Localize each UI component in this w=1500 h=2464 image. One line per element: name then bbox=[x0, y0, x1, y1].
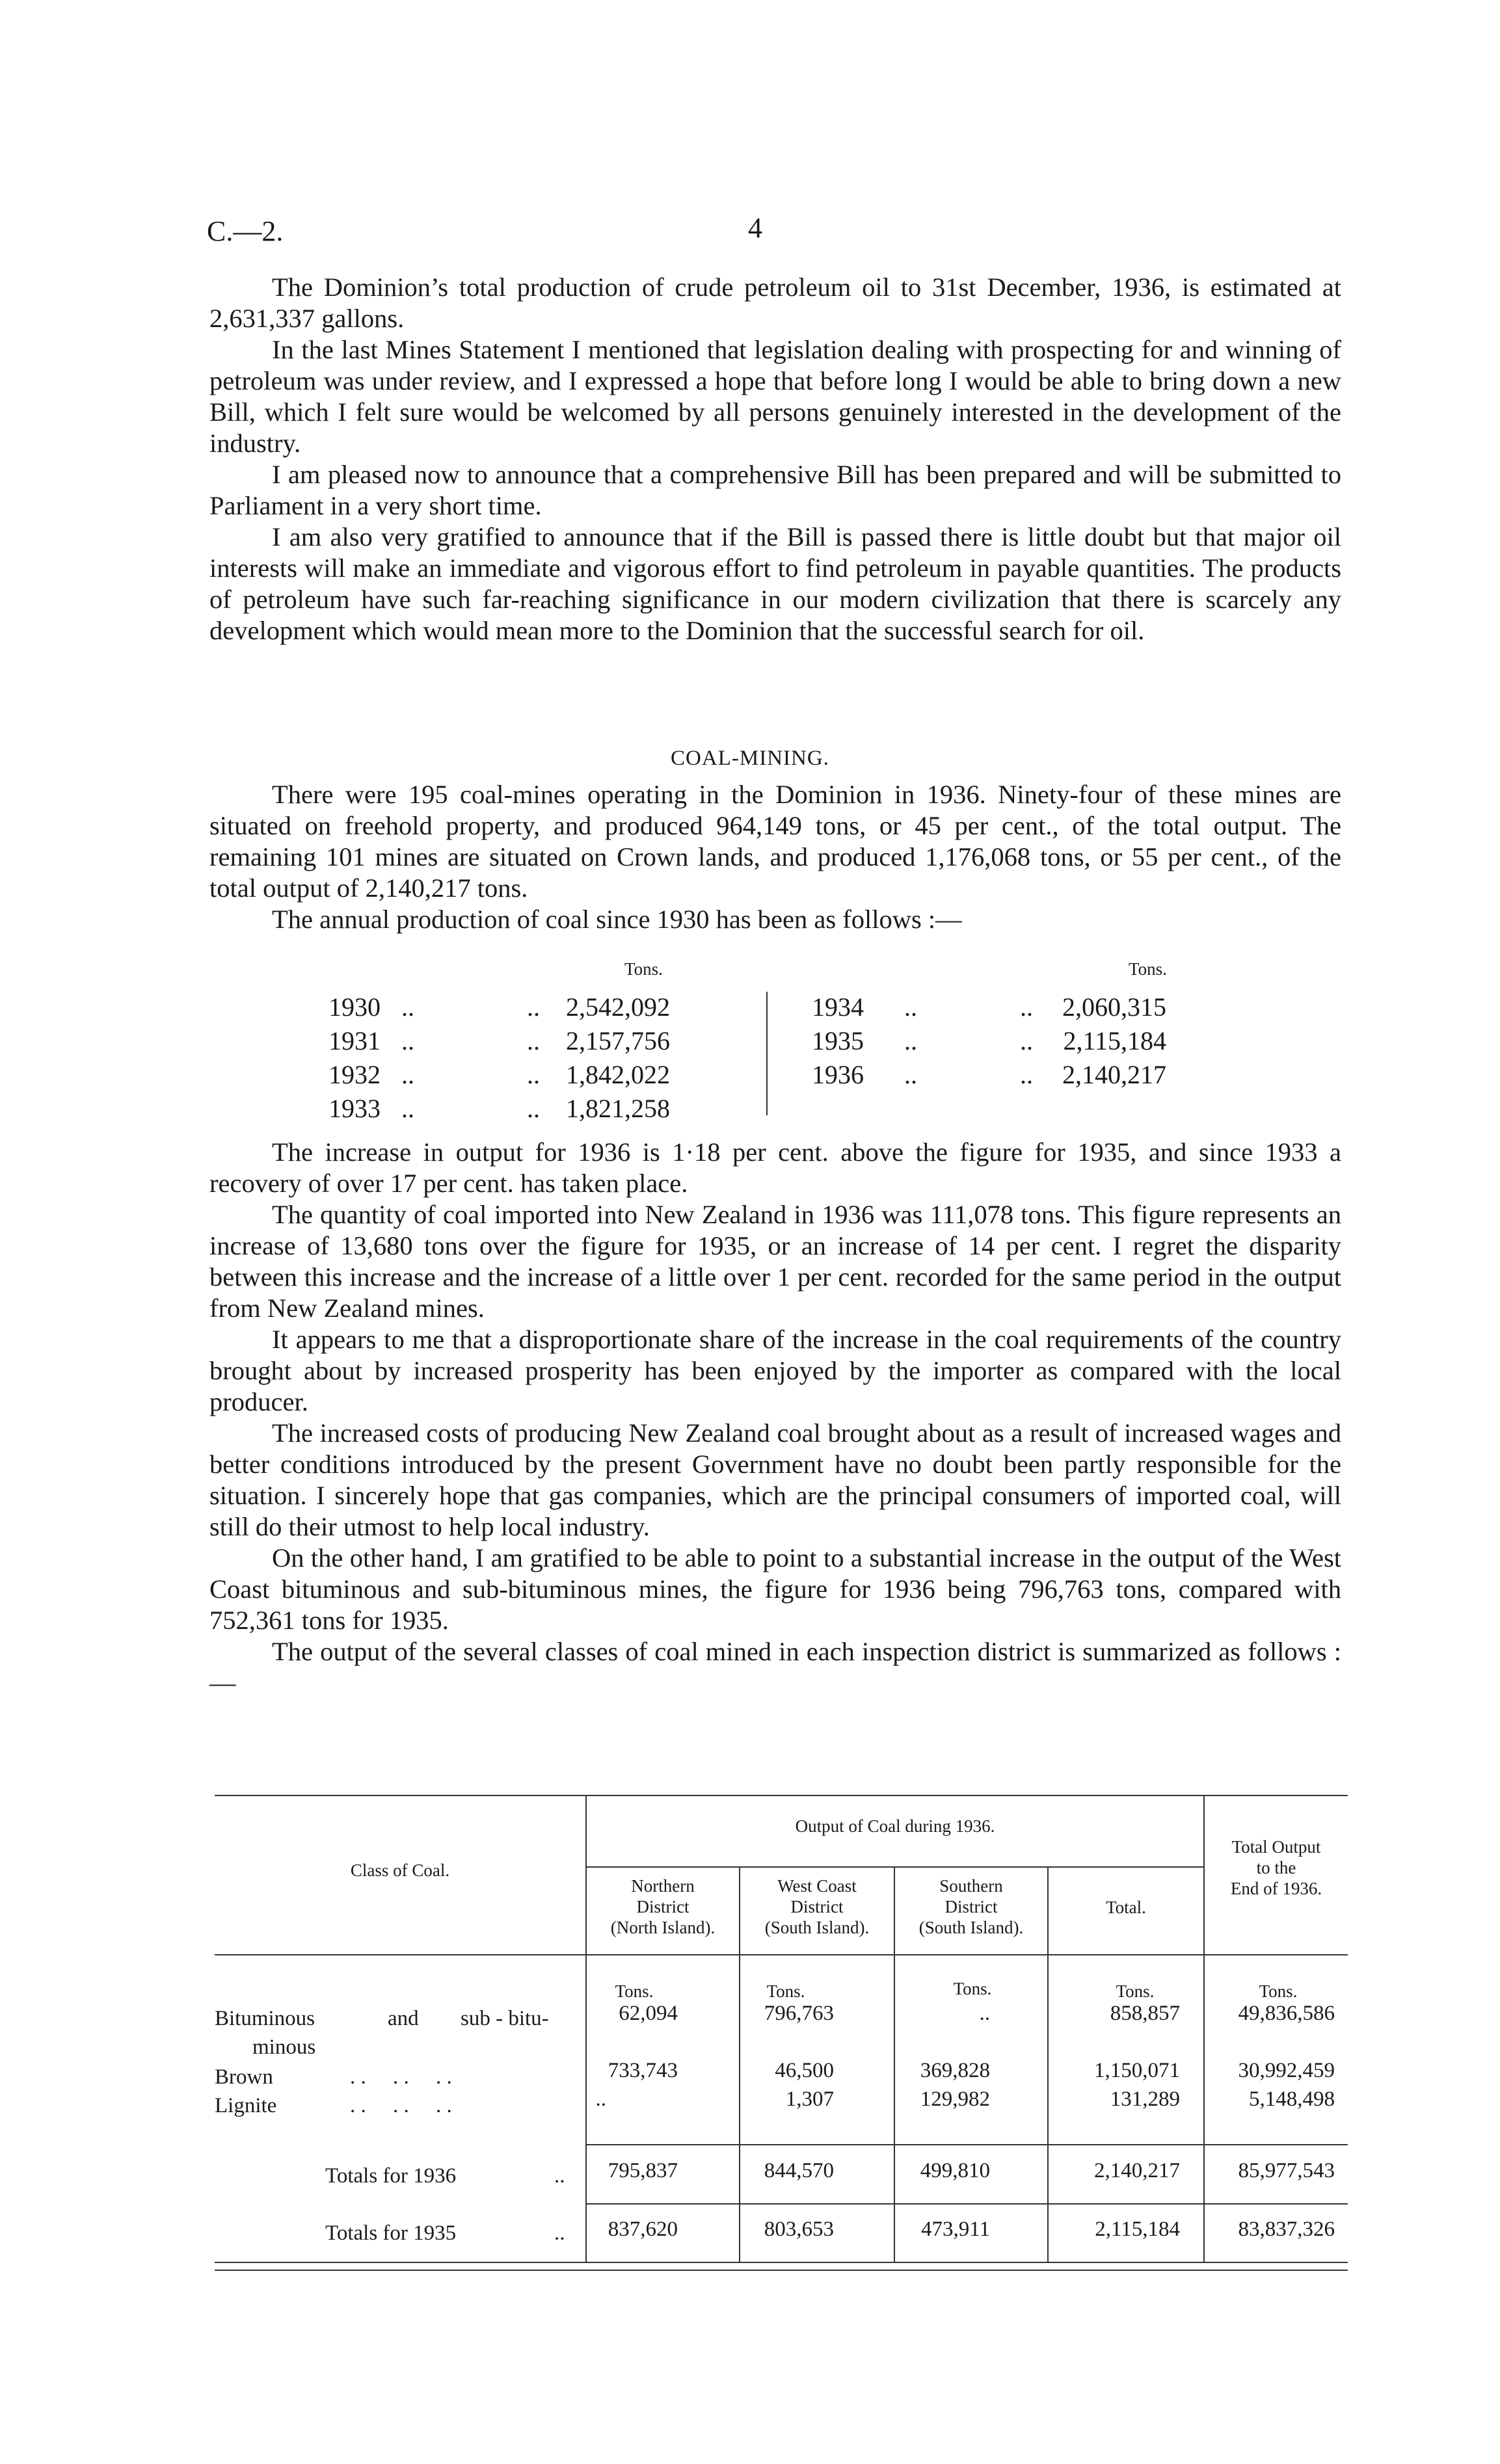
cell-west-coast: 844,570 bbox=[764, 2159, 834, 2182]
cell-end-total: 83,837,326 bbox=[1238, 2218, 1335, 2241]
leader-dots: .. bbox=[401, 1094, 414, 1123]
cell-southern: .. bbox=[979, 2002, 990, 2025]
cell-end-total: 30,992,459 bbox=[1238, 2059, 1335, 2082]
table-rule bbox=[215, 1954, 1348, 1955]
paragraph: The increase in output for 1936 is 1·18 per cent. above the figure for 1935, and since 1933 a recovery of over 17 per cent. has taken place. bbox=[209, 1137, 1341, 1198]
leader-dots: .. bbox=[1020, 992, 1033, 1022]
leader-dots: .. bbox=[1020, 1026, 1033, 1055]
coal-discussion-paragraphs bbox=[209, 1137, 1341, 1699]
unit-label: Tons. bbox=[624, 959, 663, 979]
cell-southern: 369,828 bbox=[920, 2059, 990, 2082]
header-northern-district: Northern District (North Island). bbox=[610, 1876, 716, 1937]
table-rule bbox=[215, 2270, 1348, 2271]
section-heading: COAL-MINING. bbox=[671, 747, 829, 770]
paragraph: The annual production of coal since 1930 has been as follows :— bbox=[272, 905, 962, 934]
cell-total: 1,150,071 bbox=[1094, 2059, 1180, 2082]
paragraph: There were 195 coal-mines operating in the Dominion in 1936. Ninety-four of these mines are situated on freehold property, and produced 964,149 tons, or 45 per cent., of the total output. The remaining 101 mines are situated on Crown lands, and produced 1,176,068 tons, or 55 per cent., of the total output of 2,140,217 tons. bbox=[209, 780, 1341, 903]
cell-northern: 795,837 bbox=[608, 2159, 678, 2182]
leader-dots: .. bbox=[401, 1060, 414, 1089]
cell-total: 2,115,184 bbox=[1095, 2218, 1180, 2241]
tons-value: 1,821,258 bbox=[566, 1094, 670, 1123]
header-output-group: Output of Coal during 1936. bbox=[795, 1816, 995, 1836]
tons-value: 2,115,184 bbox=[1063, 1026, 1166, 1055]
cell-northern: .. bbox=[595, 2087, 606, 2111]
leader-dots: .. bbox=[401, 992, 414, 1022]
tons-value: 2,157,756 bbox=[566, 1026, 670, 1055]
petroleum-paragraphs bbox=[209, 272, 1341, 646]
paragraph: The quantity of coal imported into New Zealand in 1936 was 111,078 tons. This figure represents an increase of 13,680 tons over the figure for 1935, or an increase of 14 per cent. I regret the disparity between this increase and the increase of a little over 1 per cent. recorded for the same period in the output from New Zealand mines. bbox=[209, 1200, 1341, 1323]
paragraph: The output of the several classes of coal mined in each inspection district is summarized as follows :— bbox=[209, 1637, 1341, 1697]
leader-dots: .. bbox=[401, 1026, 414, 1055]
cell-west-coast: 796,763 bbox=[764, 2002, 834, 2025]
table-rule bbox=[1047, 1866, 1049, 2262]
paragraph: On the other hand, I am gratified to be able to point to a substantial increase in the output of the West Coast bituminous and sub-bituminous mines, the figure for 1936 being 796,763 tons, compared with 752,361 tons for 1935. bbox=[209, 1543, 1341, 1635]
table-rule bbox=[585, 1795, 587, 2262]
cell-end-total: 5,148,498 bbox=[1249, 2087, 1335, 2111]
leader-dots: .. bbox=[1020, 1060, 1033, 1089]
cell-southern: 473,911 bbox=[920, 2218, 990, 2241]
leader-dots: . . . . . . bbox=[350, 2094, 452, 2117]
unit-label: Tons. bbox=[953, 1979, 992, 1998]
cell-west-coast: 803,653 bbox=[764, 2218, 834, 2241]
cell-total: 2,140,217 bbox=[1094, 2159, 1180, 2182]
unit-label: Tons. bbox=[615, 1981, 654, 2001]
leader-dots: .. bbox=[554, 2164, 565, 2188]
leader-dots: .. bbox=[904, 1026, 917, 1055]
row-label-lignite: Lignite bbox=[215, 2094, 277, 2117]
leader-dots: .. bbox=[904, 992, 917, 1022]
row-label-bituminous: Bituminous bbox=[215, 2007, 315, 2030]
cell-northern: 837,620 bbox=[608, 2218, 678, 2241]
leader-dots: .. bbox=[527, 1060, 540, 1089]
unit-label: Tons. bbox=[1116, 1981, 1155, 2001]
paragraph: The increased costs of producing New Zealand coal brought about as a result of increased wages and better conditions introduced by the present Government have no doubt been partly responsible for the situation. I sincerely hope that gas companies, which are the principal consumers of imported coal, will still do their utmost to help local industry. bbox=[209, 1418, 1341, 1541]
tons-value: 2,060,315 bbox=[1062, 992, 1166, 1022]
tons-value: 2,542,092 bbox=[566, 992, 670, 1022]
header-west-coast-district: West Coast District (South Island). bbox=[764, 1876, 870, 1937]
cell-southern: 499,810 bbox=[920, 2159, 990, 2182]
coal-mining-paragraphs bbox=[209, 779, 1341, 935]
row-label-continuation: minous bbox=[252, 2035, 316, 2059]
column-divider bbox=[766, 992, 768, 1115]
unit-label: Tons. bbox=[766, 1981, 805, 2001]
paragraph: It appears to me that a disproportionate share of the increase in the coal requirements of the country brought about by increased prosperity has been enjoyed by the importer as compared with the local producer. bbox=[209, 1325, 1341, 1416]
header-total: Total. bbox=[1106, 1898, 1146, 1917]
year: 1930 bbox=[328, 992, 381, 1022]
unit-label: Tons. bbox=[1129, 959, 1167, 979]
cell-total: 131,289 bbox=[1110, 2087, 1180, 2111]
year: 1931 bbox=[328, 1026, 381, 1055]
cell-end-total: 49,836,586 bbox=[1238, 2002, 1335, 2025]
year: 1934 bbox=[812, 992, 864, 1022]
leader-dots: .. bbox=[554, 2221, 565, 2245]
table-rule bbox=[585, 2144, 1348, 2145]
row-label-word: and bbox=[388, 2007, 419, 2030]
page-number: 4 bbox=[748, 212, 762, 244]
year: 1935 bbox=[812, 1026, 864, 1055]
cell-west-coast: 46,500 bbox=[775, 2059, 834, 2082]
parliamentary-paper-reference: C.—2. bbox=[207, 215, 284, 247]
tons-value: 1,842,022 bbox=[566, 1060, 670, 1089]
cell-northern: 62,094 bbox=[619, 2002, 678, 2025]
paragraph: I am pleased now to announce that a comprehensive Bill has been prepared and will be submitted to Parliament in a very short time. bbox=[209, 460, 1341, 520]
unit-label: Tons. bbox=[1259, 1981, 1298, 2001]
leader-dots: .. bbox=[527, 1026, 540, 1055]
cell-total: 858,857 bbox=[1110, 2002, 1180, 2025]
cell-end-total: 85,977,543 bbox=[1238, 2159, 1335, 2182]
tons-value: 2,140,217 bbox=[1062, 1060, 1166, 1089]
paragraph: The Dominion’s total production of crude petroleum oil to 31st December, 1936, is estimated at 2,631,337 gallons. bbox=[209, 272, 1341, 333]
table-rule bbox=[215, 1795, 1348, 1796]
cell-west-coast: 1,307 bbox=[785, 2087, 834, 2111]
leader-dots: .. bbox=[527, 992, 540, 1022]
year: 1933 bbox=[328, 1094, 381, 1123]
year: 1932 bbox=[328, 1060, 381, 1089]
paragraph: In the last Mines Statement I mentioned that legislation dealing with prospecting for and winning of petroleum was under review, and I expressed a hope that before long I would be able to bring down a new Bill, which I felt sure would be welcomed by all persons genuinely interested in the development of the industry. bbox=[209, 335, 1341, 458]
cell-southern: 129,982 bbox=[920, 2087, 990, 2111]
cell-northern: 733,743 bbox=[608, 2059, 678, 2082]
paragraph: I am also very gratified to announce that if the Bill is passed there is little doubt but that major oil interests will make an immediate and vigorous effort to find petroleum in payable quantities. The products of petroleum have such far-reaching significance in our modern civilization that there is scarcely any development which would mean more to the Dominion that the successful search for oil. bbox=[209, 522, 1341, 645]
row-label-word: sub - bitu- bbox=[461, 2007, 549, 2030]
row-label-brown: Brown bbox=[215, 2065, 273, 2089]
row-label-totals-1935: Totals for 1935 bbox=[325, 2221, 457, 2245]
header-southern-district: Southern District (South Island). bbox=[918, 1876, 1024, 1937]
table-rule bbox=[215, 2262, 1348, 2263]
leader-dots: . . . . . . bbox=[350, 2065, 452, 2089]
leader-dots: .. bbox=[527, 1094, 540, 1123]
header-class-of-coal: Class of Coal. bbox=[350, 1861, 450, 1880]
row-label-totals-1936: Totals for 1936 bbox=[325, 2164, 457, 2188]
leader-dots: .. bbox=[904, 1060, 917, 1089]
year: 1936 bbox=[812, 1060, 864, 1089]
header-total-to-end-1936: Total Output to the End of 1936. bbox=[1230, 1837, 1322, 1898]
table-rule bbox=[585, 2203, 1348, 2205]
coal-output-by-district-table bbox=[215, 1795, 1348, 2276]
